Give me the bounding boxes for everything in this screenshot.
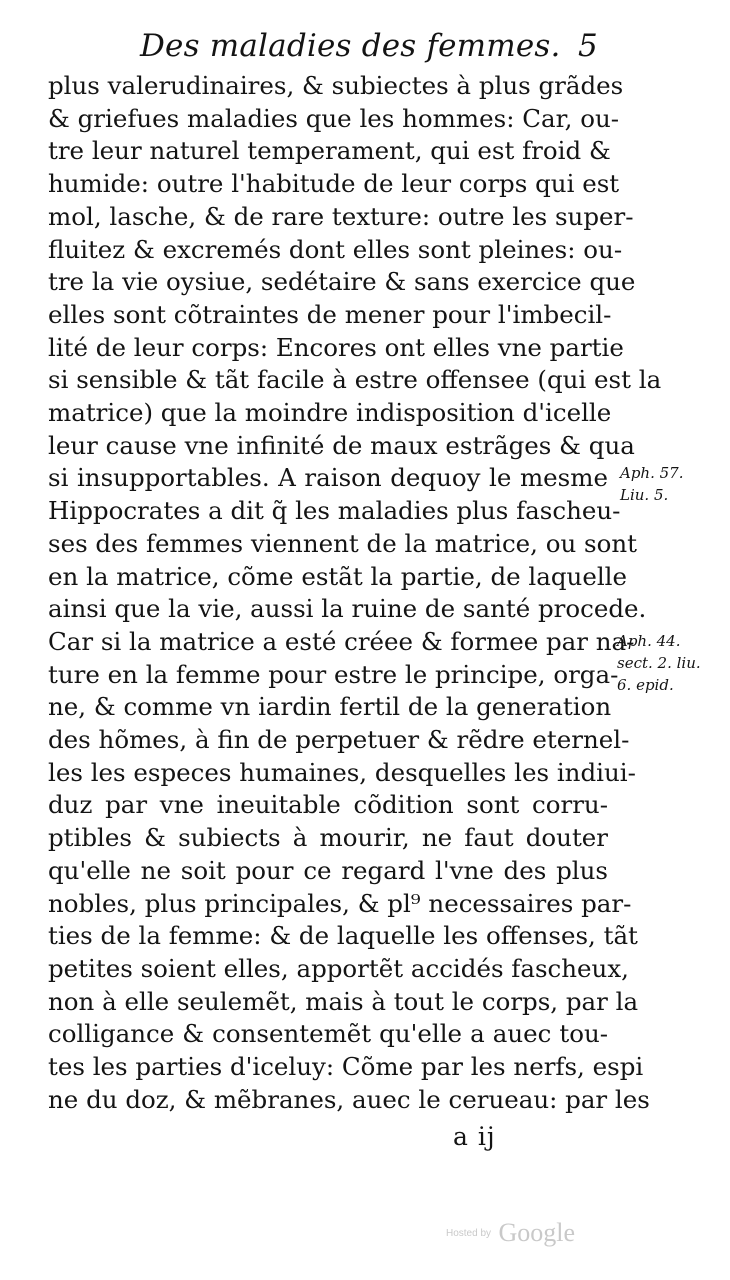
text-line: si sensible & tãt facile à estre offensee (qui est la xyxy=(48,365,662,395)
running-title: Des maladies des femmes. xyxy=(140,28,561,64)
margin-note-aphorism-44 xyxy=(617,630,701,696)
text-line: ties de la femme: & de laquelle les offenses, tãt xyxy=(48,921,638,951)
text-line: fluitez & excremés dont elles sont pleines: ou- xyxy=(48,234,623,264)
text-line: petites soient elles, apportẽt accidés fascheux, xyxy=(48,953,629,983)
text-line: Car si la matrice a esté créee & formee par na- xyxy=(48,626,635,656)
text-line: matrice) que la moindre indisposition d'icelle xyxy=(48,398,612,428)
text-line: ses des femmes viennent de la matrice, ou sont xyxy=(48,528,638,558)
text-line: les les especes humaines, desquelles les indiui- xyxy=(48,757,636,787)
text-line: ne du doz, & mẽbranes, auec le cerueau: par les xyxy=(48,1084,650,1114)
text-line: mol, lasche, & de rare texture: outre les super- xyxy=(48,201,634,231)
text-line: en la matrice, cõme estãt la partie, de laquelle xyxy=(48,561,628,591)
hosted-by-text: Hosted by xyxy=(446,1227,492,1239)
text-line: tre la vie oysiue, sedétaire & sans exercice que xyxy=(48,267,636,297)
text-line: des hõmes, à fin de perpetuer & rẽdre eternel- xyxy=(48,725,630,755)
margin-note-line: 6. epid. xyxy=(617,676,674,694)
text-line: ainsi que la vie, aussi la ruine de santé procede. xyxy=(48,594,647,624)
text-line: non à elle seulemẽt, mais à tout le corps, par la xyxy=(48,986,639,1016)
text-line: humide: outre l'habitude de leur corps qui est xyxy=(48,169,620,199)
google-logo-text: Google xyxy=(498,1218,576,1247)
text-line: leur cause vne infinité de maux estrãges & qua xyxy=(48,430,635,460)
page-number: 5 xyxy=(578,28,598,64)
text-line: duz par vne ineuitable cõdition sont corru- xyxy=(48,790,608,820)
margin-note-line: Aph. 57. xyxy=(620,464,684,482)
signature-mark: a ij xyxy=(453,1122,496,1151)
text-line: ture en la femme pour estre le principe, orga- xyxy=(48,659,619,689)
margin-note-line: Liu. 5. xyxy=(620,486,669,504)
text-line: si insupportables. A raison dequoy le mesme xyxy=(48,463,608,493)
text-line: ptibles & subiects à mourir, ne faut douter xyxy=(48,823,608,853)
text-line: tre leur naturel temperament, qui est froid & xyxy=(48,136,611,166)
text-line: tes les parties d'iceluy: Cõme par les nerfs, espi xyxy=(48,1052,644,1082)
text-line: lité de leur corps: Encores ont elles vne partie xyxy=(48,332,624,362)
text-line: Hippocrates a dit q̃ les maladies plus fascheu- xyxy=(48,496,621,526)
text-line: nobles, plus principales, & pl⁹ necessaires par- xyxy=(48,888,632,918)
margin-note-line: Aph. 44. xyxy=(617,632,681,650)
google-watermark xyxy=(446,1218,575,1248)
text-line: & griefues maladies que les hommes: Car, ou- xyxy=(48,103,620,133)
text-line: elles sont cõtraintes de mener pour l'imbecil- xyxy=(48,299,612,329)
text-line: plus valerudinaires, & subiectes à plus grãdes xyxy=(48,71,624,100)
text-line: ne, & comme vn iardin fertil de la generation xyxy=(48,692,612,722)
margin-note-aphorism-57 xyxy=(620,462,684,506)
margin-note-line: sect. 2. liu. xyxy=(617,654,701,672)
text-line: qu'elle ne soit pour ce regard l'vne des plus xyxy=(48,855,608,885)
text-line: colligance & consentemẽt qu'elle a auec tou- xyxy=(48,1019,608,1049)
